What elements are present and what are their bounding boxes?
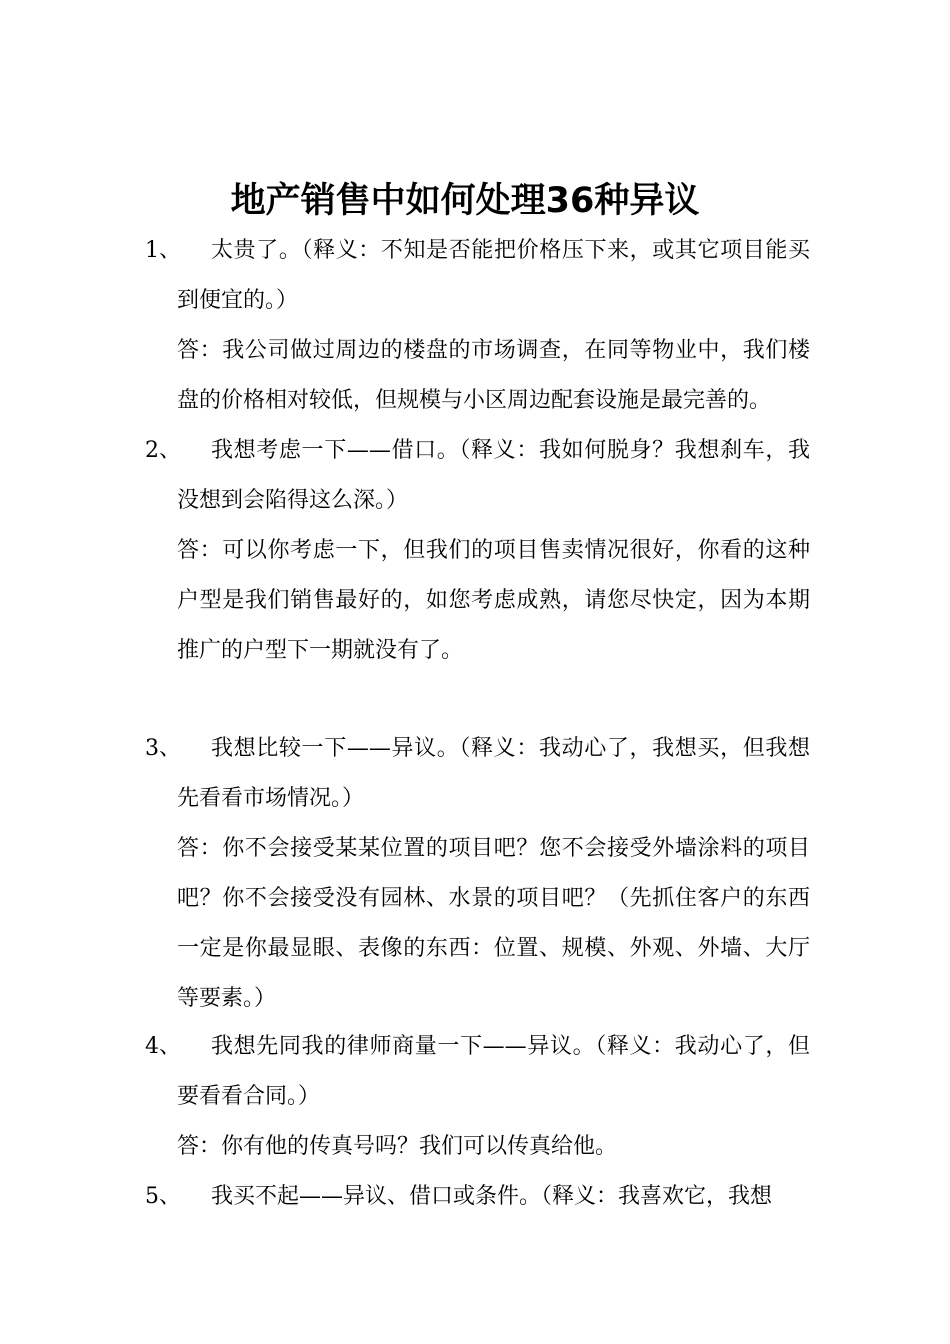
item-number: 4、 — [145, 1034, 181, 1059]
item-question: 我想比较一下——异议。（释义：我动心了，我想买，但我想先看看市场情况。） — [177, 736, 810, 811]
item-number: 3、 — [145, 736, 181, 761]
item-question: 太贵了。（释义：不知是否能把价格压下来，或其它项目能买到便宜的。） — [177, 238, 810, 313]
item-number: 1、 — [145, 238, 181, 263]
item-answer: 答：可以你考虑一下，但我们的项目售卖情况很好，你看的这种户型是我们销售最好的，如您考虑成熟，请您尽快定，因为本期推广的户型下一期就没有了。 — [177, 538, 810, 663]
item-answer: 答：你不会接受某某位置的项目吧？您不会接受外墙涂料的项目吧？你不会接受没有园林、水景的项目吧？（先抓住客户的东西一定是你最显眼、表像的东西：位置、规模、外观、外墙、大厅等要素。） — [177, 836, 810, 1011]
list-item — [145, 1022, 810, 1172]
list-item — [145, 426, 810, 676]
item-question: 我想考虑一下——借口。（释义：我如何脱身？我想刹车，我没想到会陷得这么深。） — [177, 438, 810, 513]
list-item — [145, 724, 810, 1024]
list-item — [145, 1172, 810, 1222]
item-answer: 答：你有他的传真号吗？我们可以传真给他。 — [177, 1134, 618, 1159]
item-question: 我买不起——异议、借口或条件。（释义：我喜欢它，我想 — [211, 1184, 773, 1209]
item-question: 我想先同我的律师商量一下——异议。（释义：我动心了，但要看看合同。） — [177, 1034, 810, 1109]
item-answer: 答：我公司做过周边的楼盘的市场调查，在同等物业中，我们楼盘的价格相对较低，但规模与小区周边配套设施是最完善的。 — [177, 338, 810, 413]
item-number: 2、 — [145, 438, 181, 463]
list-item — [145, 226, 810, 426]
item-number: 5、 — [145, 1184, 181, 1209]
document-title: 地产销售中如何处理36种异议 — [230, 181, 700, 221]
